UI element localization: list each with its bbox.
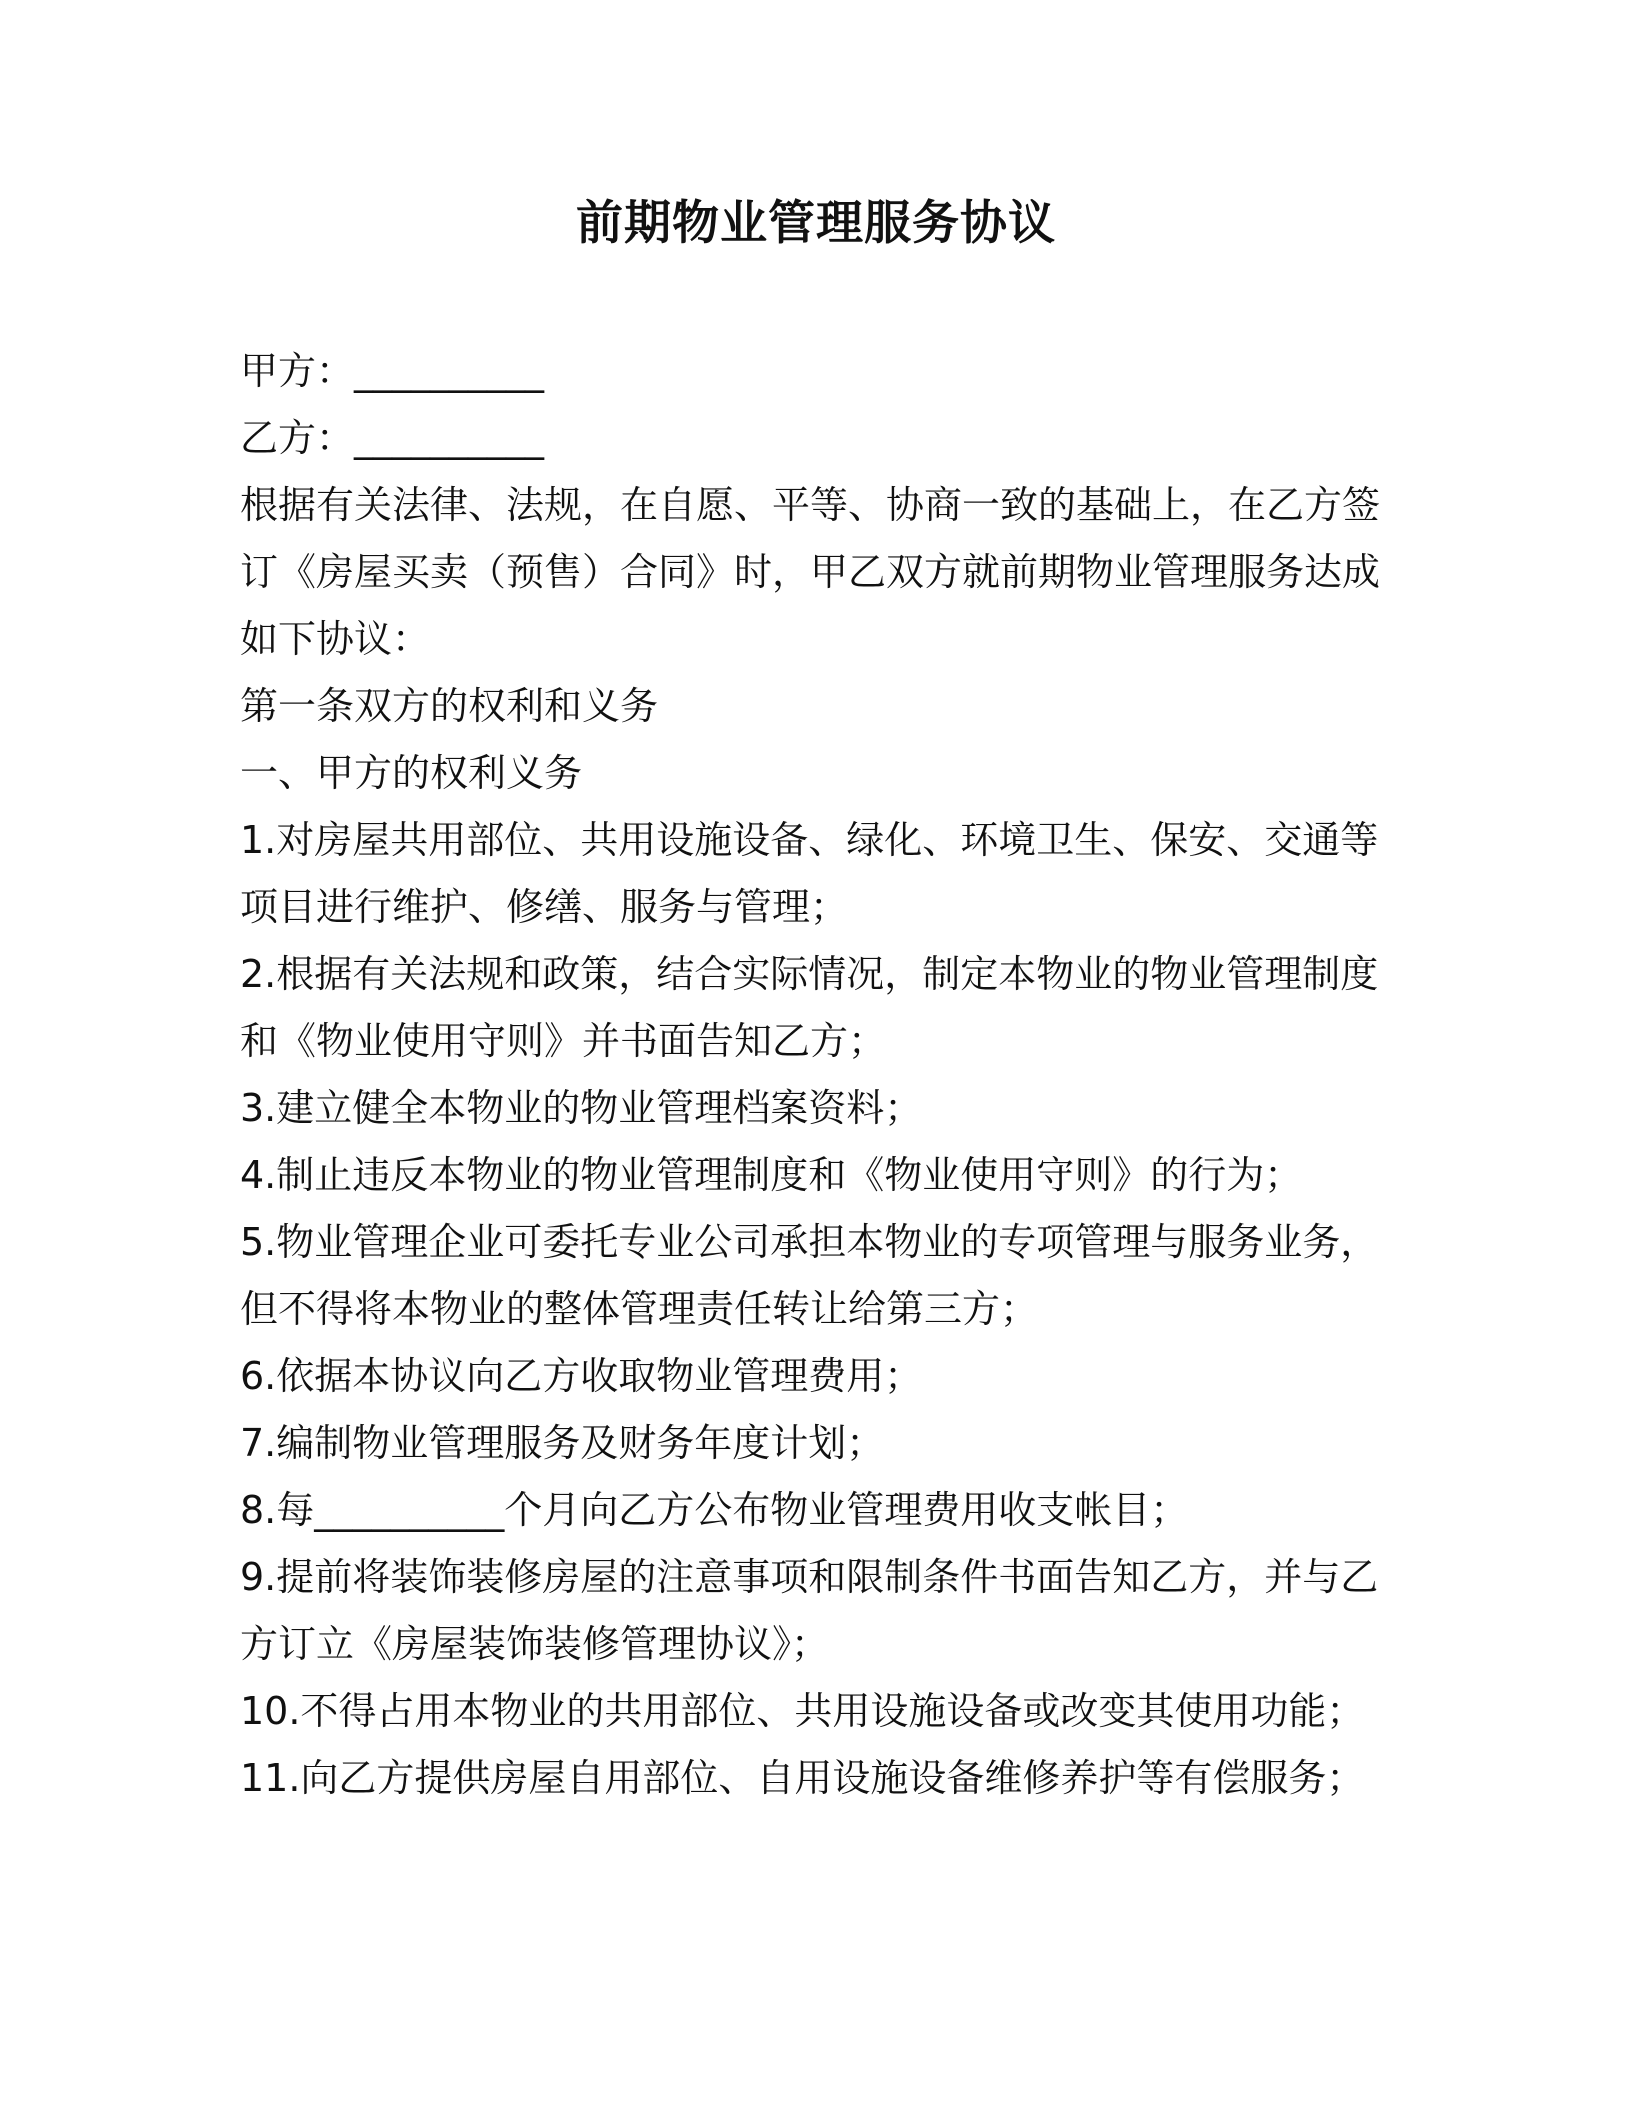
clause-10: 10.不得占用本物业的共用部位、共用设施设备或改变其使用功能； — [240, 1689, 1365, 1733]
clause-1-line-1: 1.对房屋共用部位、共用设施设备、绿化、环境卫生、保安、交通等 — [240, 818, 1379, 862]
clause-3: 3.建立健全本物业的物业管理档案资料； — [240, 1086, 923, 1130]
preamble-line-3: 如下协议： — [240, 617, 431, 661]
clause-9-line-1: 9.提前将装饰装修房屋的注意事项和限制条件书面告知乙方，并与乙 — [240, 1555, 1379, 1599]
clause-6: 6.依据本协议向乙方收取物业管理费用； — [240, 1354, 923, 1398]
preamble-line-1: 根据有关法律、法规，在自愿、平等、协商一致的基础上，在乙方签 — [240, 483, 1381, 527]
clause-1-line-2: 项目进行维护、修缮、服务与管理； — [240, 885, 849, 929]
clause-7: 7.编制物业管理服务及财务年度计划； — [240, 1421, 885, 1465]
clause-2-line-1: 2.根据有关法规和政策，结合实际情况，制定本物业的物业管理制度 — [240, 952, 1379, 996]
clause-9-line-2: 方订立《房屋装饰装修管理协议》； — [240, 1622, 830, 1666]
clause-5-line-1: 5.物业管理企业可委托专业公司承担本物业的专项管理与服务业务， — [240, 1220, 1379, 1264]
article-heading: 第一条双方的权利和义务 — [240, 684, 659, 728]
clause-2-line-2: 和《物业使用守则》并书面告知乙方； — [240, 1019, 887, 1063]
party-a-line: 甲方：__________ — [240, 349, 545, 393]
section-heading: 一、甲方的权利义务 — [240, 751, 583, 795]
document-body — [240, 338, 1381, 1812]
party-b-line: 乙方：__________ — [240, 416, 545, 460]
preamble-line-2: 订《房屋买卖（预售）合同》时，甲乙双方就前期物业管理服务达成 — [240, 550, 1381, 594]
clause-8: 8.每__________个月向乙方公布物业管理费用收支帐目； — [240, 1488, 1189, 1532]
clause-4: 4.制止违反本物业的物业管理制度和《物业使用守则》的行为； — [240, 1153, 1303, 1197]
document-title: 前期物业管理服务协议 — [576, 196, 1056, 251]
clause-11: 11.向乙方提供房屋自用部位、自用设施设备维修养护等有偿服务； — [240, 1756, 1365, 1800]
clause-5-line-2: 但不得将本物业的整体管理责任转让给第三方； — [240, 1287, 1039, 1331]
